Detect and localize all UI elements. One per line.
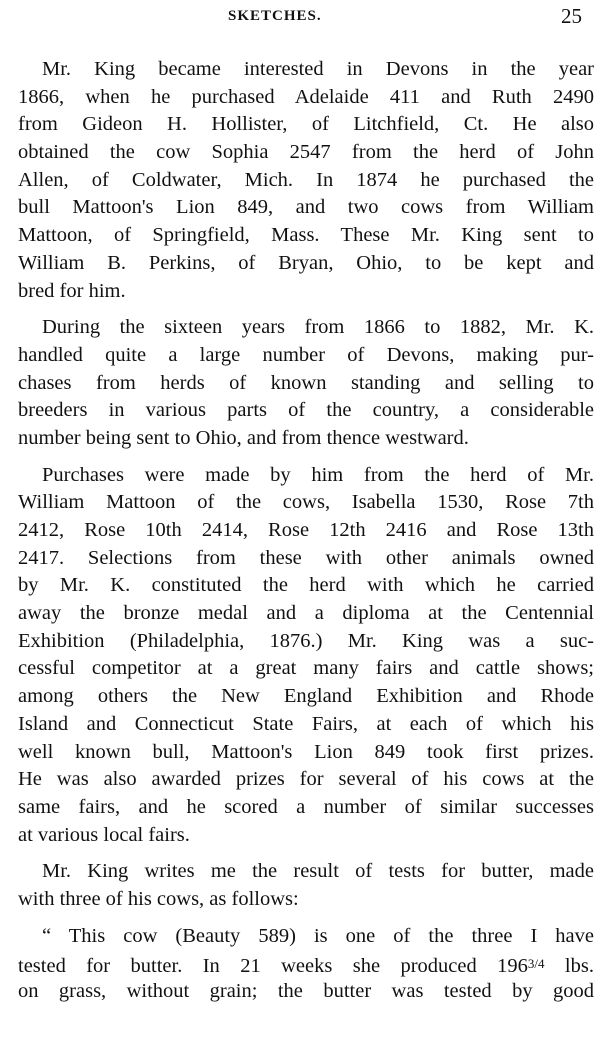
text-line: from Gideon H. Hollister, of Litchfield, Ct. He also — [18, 113, 594, 136]
text-line: at various local fairs. — [18, 823, 190, 846]
text-line: obtained the cow Sophia 2547 from the herd of John — [18, 141, 594, 164]
text-line: number being sent to Ohio, and from thence westward. — [18, 426, 469, 449]
text-line: Mr. King writes me the result of tests for butter, made — [42, 860, 594, 883]
text-line: “ This cow (Beauty 589) is one of the three I have — [42, 924, 594, 947]
text-line: He was also awarded prizes for several of his cows at the — [18, 768, 594, 791]
text-segment: tested for butter. In 21 weeks she produced 196 — [18, 955, 528, 978]
text-line: same fairs, and he scored a number of similar successes — [18, 795, 594, 818]
text-line: William B. Perkins, of Bryan, Ohio, to be kept and — [18, 251, 594, 274]
paragraph — [18, 462, 594, 850]
text-line: William Mattoon of the cows, Isabella 1530, Rose 7th — [18, 491, 594, 514]
text-line: chases from herds of known standing and selling to — [18, 371, 594, 394]
text-line — [18, 950, 594, 978]
text-line: Purchases were made by him from the herd of Mr. — [42, 463, 594, 486]
quoted-paragraph — [18, 923, 594, 1006]
text-line: 2417. Selections from these with other animals owned — [18, 546, 594, 569]
paragraph — [18, 314, 594, 452]
text-line: cessful competitor at a great many fairs and cattle shows; — [18, 657, 594, 680]
body-text — [18, 56, 594, 1006]
text-segment: lbs. — [544, 955, 594, 978]
text-line: 2412, Rose 10th 2414, Rose 12th 2416 and Rose 13th — [18, 519, 594, 541]
page-number: 25 — [561, 4, 582, 28]
text-line: breeders in various parts of the country, a considerable — [18, 399, 594, 422]
text-line: Mattoon, of Springfield, Mass. These Mr. King sent to — [18, 224, 594, 247]
text-line: by Mr. K. constituted the herd with which he carried — [18, 574, 594, 597]
running-head: SKETCHES. — [228, 8, 322, 24]
text-line: Mr. King became interested in Devons in the year — [42, 58, 594, 80]
text-line: During the sixteen years from 1866 to 1882, Mr. K. — [42, 316, 594, 339]
text-line: bull Mattoon's Lion 849, and two cows from William — [18, 196, 594, 219]
page-header — [0, 4, 600, 28]
text-line: with three of his cows, as follows: — [18, 887, 299, 910]
text-line: away the bronze medal and a diploma at the Centennial — [18, 602, 594, 625]
text-line: Island and Connecticut State Fairs, at each of which his — [18, 712, 594, 735]
text-line: Allen, of Coldwater, Mich. In 1874 he purchased the — [18, 168, 594, 191]
text-line: among others the New England Exhibition and Rhode — [18, 685, 594, 708]
text-line: well known bull, Mattoon's Lion 849 took first prizes. — [18, 740, 594, 763]
fraction: 3/4 — [527, 956, 545, 972]
paragraph — [18, 858, 594, 913]
paragraph — [18, 56, 594, 305]
text-line: on grass, without grain; the butter was tested by good — [18, 980, 594, 1002]
text-line: Exhibition (Philadelphia, 1876.) Mr. King was a suc- — [18, 629, 594, 652]
text-line: 1866, when he purchased Adelaide 411 and Ruth 2490 — [18, 85, 594, 108]
text-line: bred for him. — [18, 279, 126, 302]
text-line: handled quite a large number of Devons, making pur- — [18, 343, 594, 366]
